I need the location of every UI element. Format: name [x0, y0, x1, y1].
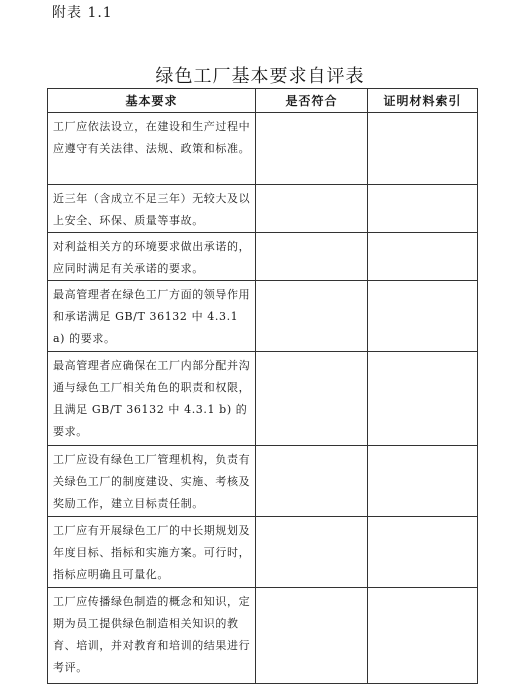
compliance-cell [256, 185, 368, 233]
table-row [48, 233, 478, 281]
page-title: 绿色工厂基本要求自评表 [155, 66, 365, 87]
table-row [48, 185, 478, 233]
header-compliant: 是否符合 [256, 89, 368, 113]
table-row [48, 517, 478, 588]
evidence-cell [368, 233, 478, 281]
requirement-cell: 最高管理者在绿色工厂方面的领导作用和承诺满足 GB/T 36132 中 4.3.1 a) 的要求。 [48, 281, 256, 352]
compliance-cell [256, 113, 368, 185]
evidence-cell [368, 588, 478, 684]
evidence-cell [368, 113, 478, 185]
compliance-cell [256, 233, 368, 281]
evidence-cell [368, 352, 478, 446]
table-row [48, 446, 478, 517]
evidence-cell [368, 281, 478, 352]
evidence-cell [368, 185, 478, 233]
evidence-cell [368, 446, 478, 517]
requirement-cell: 工厂应依法设立，在建设和生产过程中应遵守有关法律、法规、政策和标准。 [48, 113, 256, 185]
table-row [48, 281, 478, 352]
appendix-label: 附表 1.1 [52, 5, 113, 21]
evidence-cell [368, 517, 478, 588]
requirement-cell: 工厂应设有绿色工厂管理机构，负责有关绿色工厂的制度建设、实施、考核及奖励工作，建立目标责任制。 [48, 446, 256, 517]
compliance-cell [256, 446, 368, 517]
requirement-cell: 对利益相关方的环境要求做出承诺的，应同时满足有关承诺的要求。 [48, 233, 256, 281]
compliance-cell [256, 517, 368, 588]
requirement-cell: 最高管理者应确保在工厂内部分配并沟通与绿色工厂相关角色的职责和权限，且满足 GB/T 36132 中 4.3.1 b) 的要求。 [48, 352, 256, 446]
requirement-cell: 近三年（含成立不足三年）无较大及以上安全、环保、质量等事故。 [48, 185, 256, 233]
requirements-table [47, 88, 478, 684]
table-row [48, 588, 478, 684]
compliance-cell [256, 281, 368, 352]
requirement-cell: 工厂应传播绿色制造的概念和知识，定期为员工提供绿色制造相关知识的教育、培训，并对教育和培训的结果进行考评。 [48, 588, 256, 684]
table-header-row [48, 89, 478, 113]
header-evidence: 证明材料索引 [368, 89, 478, 113]
compliance-cell [256, 588, 368, 684]
compliance-cell [256, 352, 368, 446]
header-requirement: 基本要求 [48, 89, 256, 113]
requirement-cell: 工厂应有开展绿色工厂的中长期规划及年度目标、指标和实施方案。可行时，指标应明确且可量化。 [48, 517, 256, 588]
table-row [48, 113, 478, 185]
table-row [48, 352, 478, 446]
